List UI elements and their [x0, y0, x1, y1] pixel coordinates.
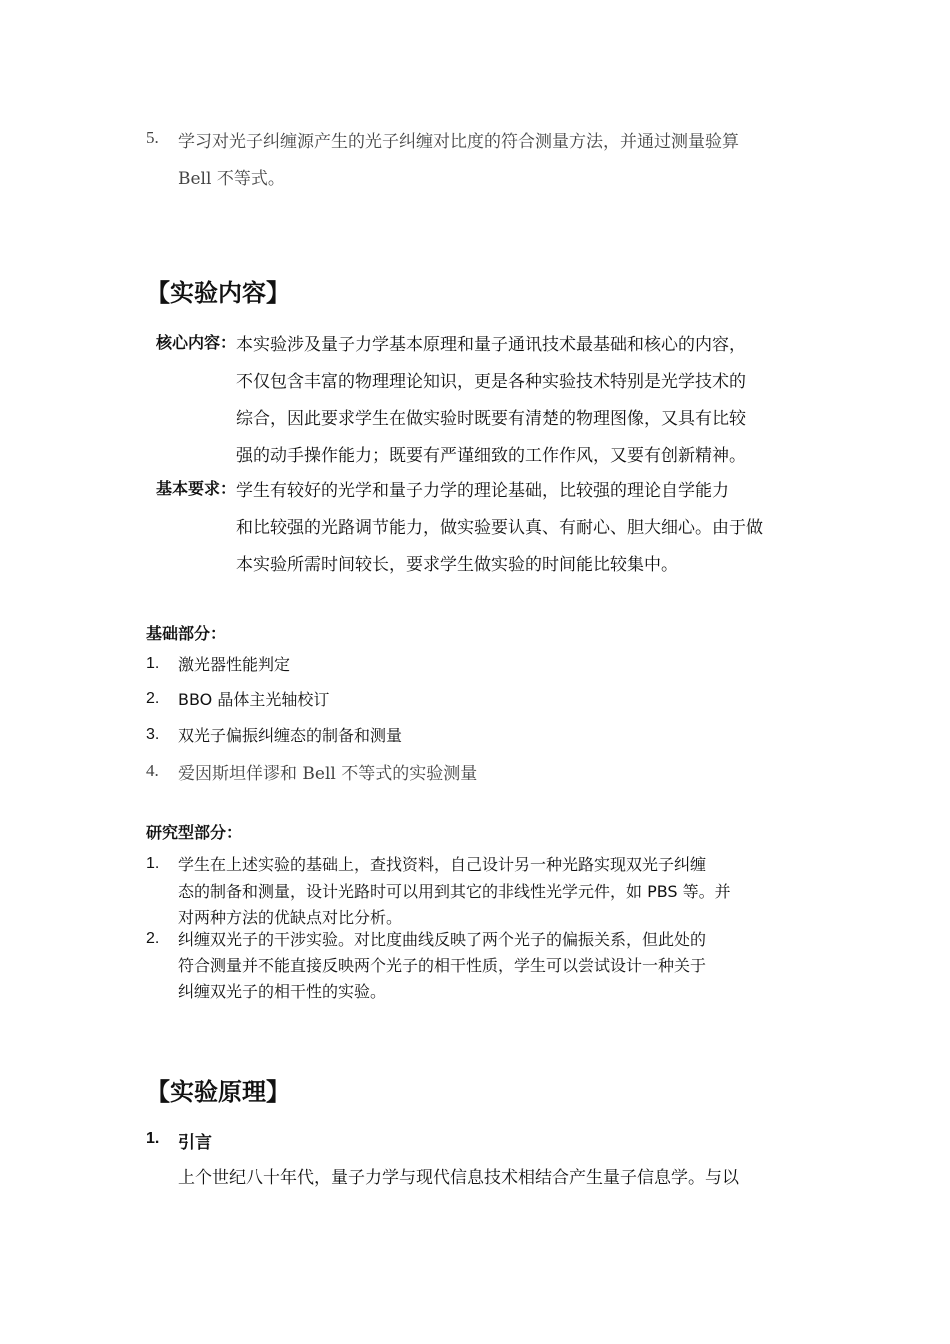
basic-req-line: 本实验所需时间较长，要求学生做实验的时间能比较集中。: [236, 555, 678, 575]
intro-paragraph-line: 上个世纪八十年代，量子力学与现代信息技术相结合产生量子信息学。与以: [178, 1168, 739, 1188]
core-content-line: 本实验涉及量子力学基本原理和量子通讯技术最基础和核心的内容，: [236, 335, 746, 355]
core-content-line: 强的动手操作能力；既要有严谨细致的工作作风，又要有创新精神。: [236, 446, 746, 466]
section-title-principle: 【实验原理】: [146, 1078, 290, 1106]
basic-list-item: 激光器性能判定: [178, 655, 291, 674]
list-number: 4.: [146, 761, 159, 780]
list-number: 2.: [146, 690, 160, 707]
basic-part-title: 基础部分：: [146, 624, 227, 643]
objective-text-line: Bell 不等式。: [178, 169, 285, 189]
core-content-line: 综合，因此要求学生在做实验时既要有清楚的物理图像，又具有比较: [236, 409, 746, 429]
list-number: 5.: [146, 128, 159, 147]
basic-list-item: BBO 晶体主光轴校订: [178, 690, 330, 709]
research-item-line: 学生在上述实验的基础上，查找资料，自己设计另一种光路实现双光子纠缠: [178, 855, 707, 874]
research-item-line: 态的制备和测量，设计光路时可以用到其它的非线性光学元件，如 PBS 等。并: [178, 882, 731, 901]
objective-text-line: 学习对光子纠缠源产生的光子纠缠对比度的符合测量方法，并通过测量验算: [178, 132, 739, 152]
basic-list-item: 爱因斯坦佯谬和 Bell 不等式的实验测量: [178, 764, 478, 784]
basic-list-item: 双光子偏振纠缠态的制备和测量: [178, 726, 403, 745]
subsection-title: 引言: [178, 1133, 212, 1153]
basic-req-line: 和比较强的光路调节能力，做实验要认真、有耐心、胆大细心。由于做: [236, 518, 763, 538]
research-item-line: 符合测量并不能直接反映两个光子的相干性质，学生可以尝试设计一种关于: [178, 956, 707, 975]
list-number: 1.: [146, 655, 160, 672]
core-content-line: 不仅包含丰富的物理理论知识，更是各种实验技术特别是光学技术的: [236, 372, 746, 392]
subsection-number: 1.: [146, 1130, 160, 1147]
research-part-title: 研究型部分：: [146, 823, 243, 842]
basic-req-label: 基本要求：: [156, 479, 237, 498]
research-item-line: 纠缠双光子的干涉实验。对比度曲线反映了两个光子的偏振关系，但此处的: [178, 930, 707, 949]
list-number: 3.: [146, 726, 160, 743]
basic-req-line: 学生有较好的光学和量子力学的理论基础，比较强的理论自学能力: [236, 481, 729, 501]
research-item-line: 纠缠双光子的相干性的实验。: [178, 982, 387, 1001]
research-item-line: 对两种方法的优缺点对比分析。: [178, 908, 403, 927]
section-title-content: 【实验内容】: [146, 279, 290, 307]
list-number: 2.: [146, 930, 160, 947]
core-content-label: 核心内容：: [156, 333, 237, 352]
list-number: 1.: [146, 855, 160, 872]
